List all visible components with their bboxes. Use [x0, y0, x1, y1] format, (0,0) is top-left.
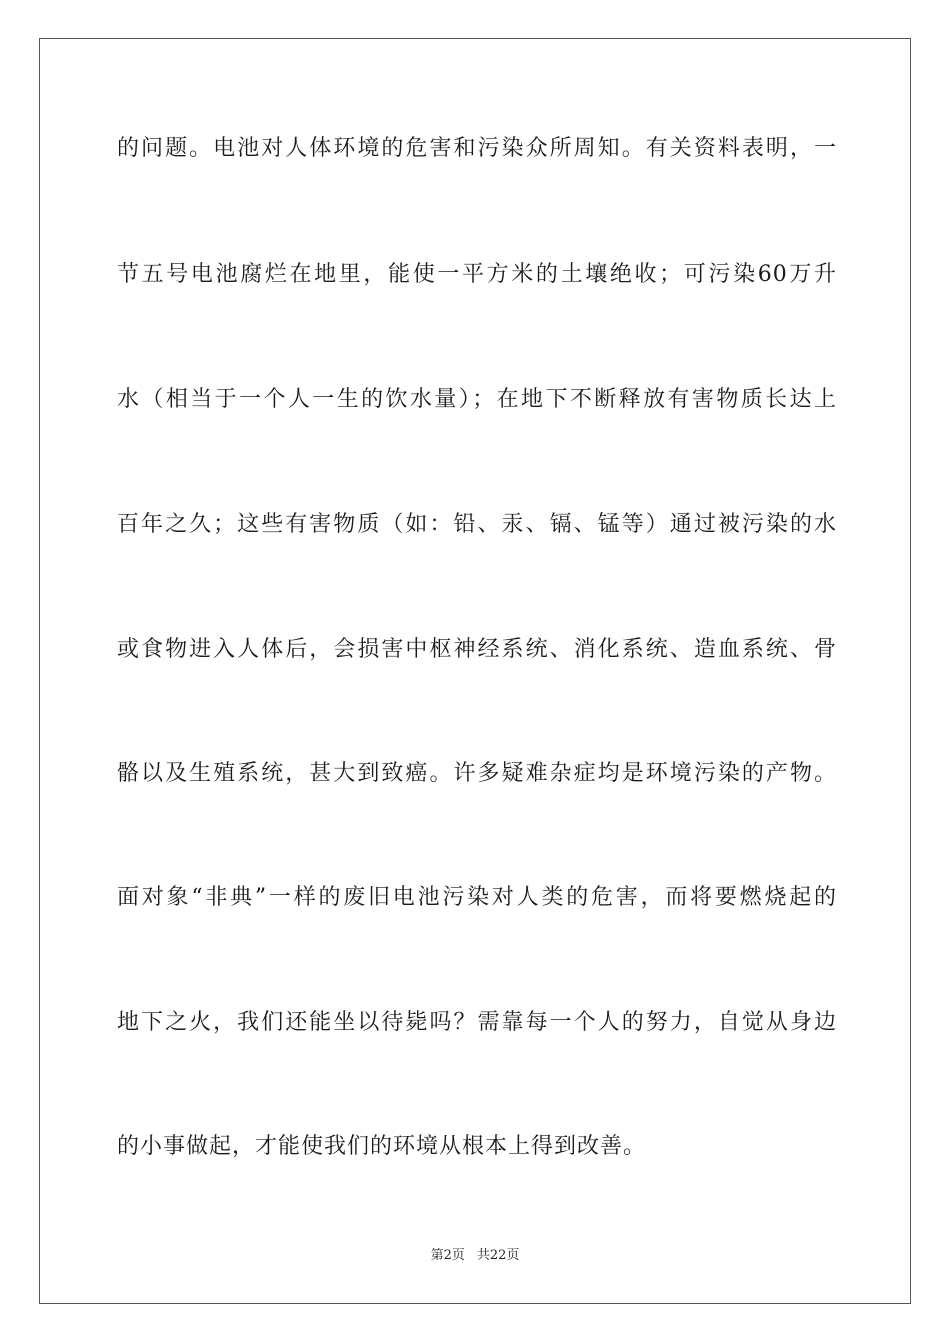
text-line: 节五号电池腐烂在地里，能使一平方米的土壤绝收；可污染60万升 [117, 262, 837, 287]
text-line: 百年之久；这些有害物质（如：铅、汞、镉、锰等）通过被污染的水 [117, 512, 837, 537]
text-line: 的问题。电池对人体环境的危害和污染众所周知。有关资料表明，一 [117, 136, 837, 161]
text-line: 或食物进入人体后，会损害中枢神经系统、消化系统、造血系统、骨 [117, 637, 837, 662]
page-number: 第2页 [430, 1248, 465, 1263]
page-border [39, 38, 911, 1304]
text-line: 地下之火，我们还能坐以待毙吗？需靠每一个人的努力，自觉从身边 [117, 1010, 837, 1035]
text-line: 的小事做起，才能使我们的环境从根本上得到改善。 [117, 1134, 647, 1159]
text-line: 水（相当于一个人一生的饮水量）；在地下不断释放有害物质长达上 [117, 387, 837, 412]
page-total: 共22页 [476, 1248, 520, 1263]
page-footer [0, 1247, 950, 1265]
text-line: 面对象“非典”一样的废旧电池污染对人类的危害，而将要燃烧起的 [117, 885, 837, 910]
text-line: 骼以及生殖系统，甚大到致癌。许多疑难杂症均是环境污染的产物。 [117, 761, 837, 786]
